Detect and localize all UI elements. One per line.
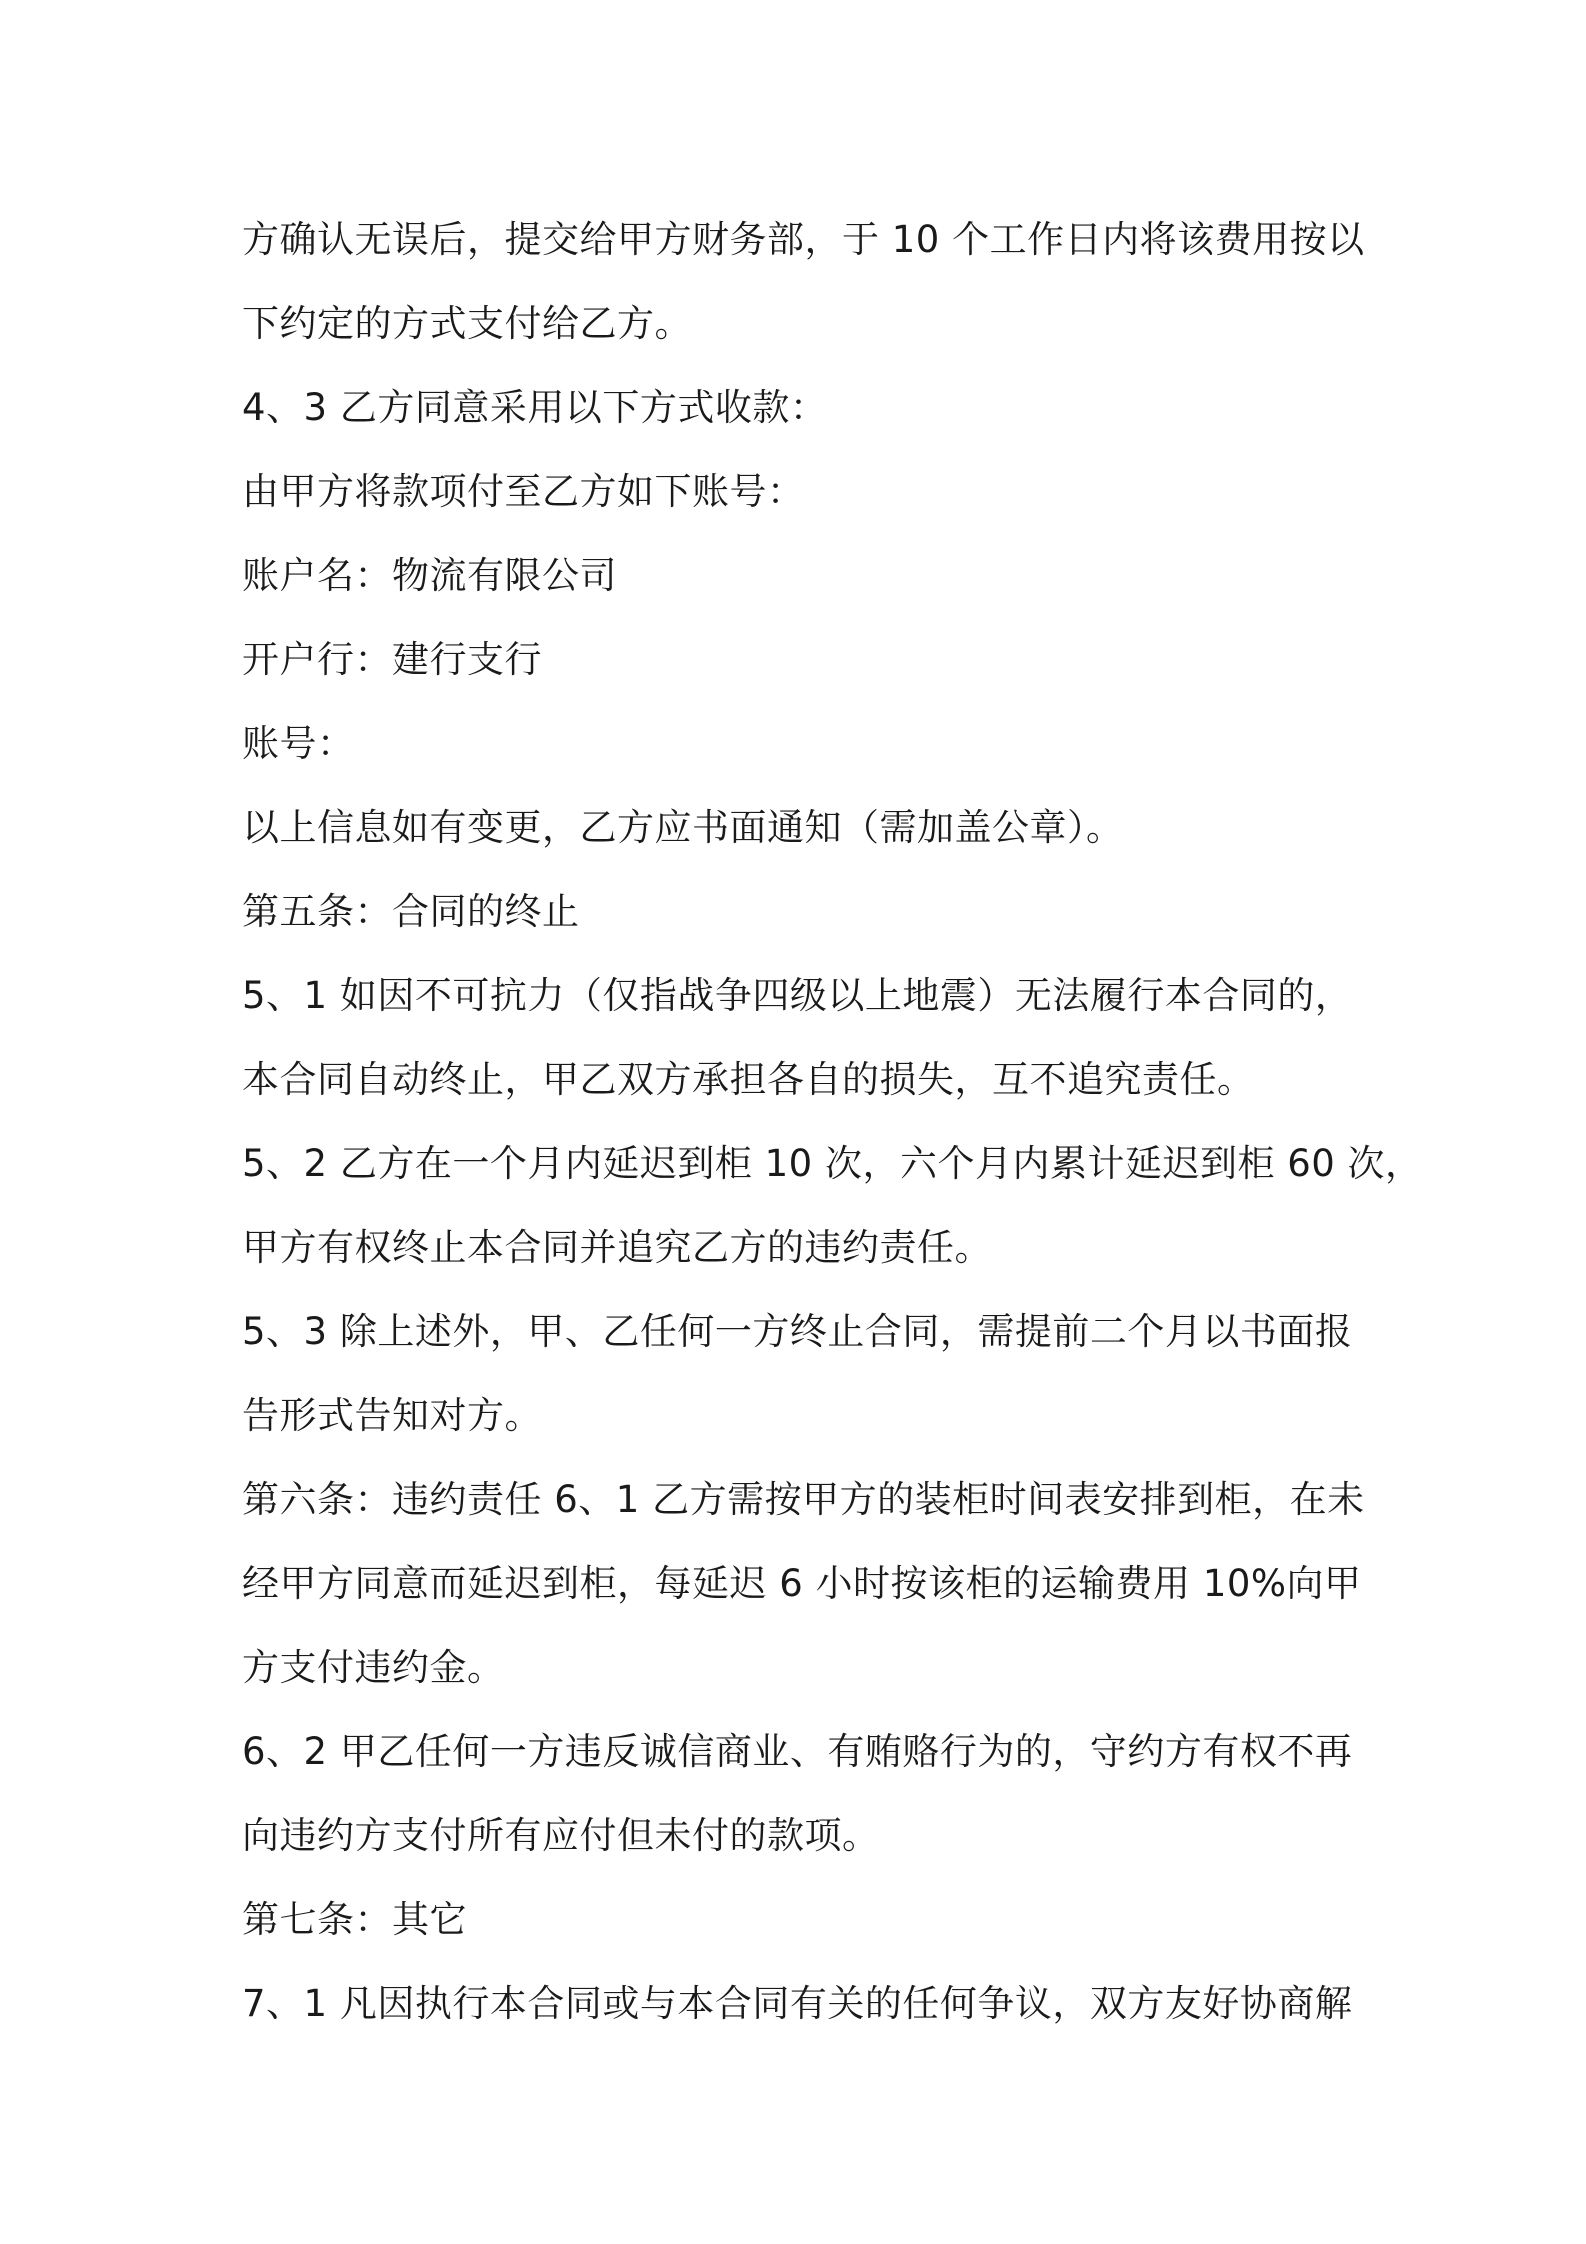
text-line: 甲方有权终止本合同并追究乙方的违约责任。	[242, 1226, 992, 1269]
article-6-heading: 第六条：违约责任 6、1 乙方需按甲方的装柜时间表安排到柜，在未	[242, 1478, 1365, 1521]
text-line: 由甲方将款项付至乙方如下账号：	[242, 470, 805, 513]
text-line: 方确认无误后，提交给甲方财务部，于 10 个工作日内将该费用按以	[242, 218, 1365, 261]
clause-5-2: 5、2 乙方在一个月内延迟到柜 10 次，六个月内累计延迟到柜 60 次，	[242, 1142, 1423, 1185]
bank-name: 开户行：建行支行	[242, 638, 542, 681]
clause-4-3: 4、3 乙方同意采用以下方式收款：	[242, 386, 828, 429]
article-7-heading: 第七条：其它	[242, 1898, 467, 1941]
clause-5-1: 5、1 如因不可抗力（仅指战争四级以上地震）无法履行本合同的，	[242, 974, 1353, 1017]
text-line: 下约定的方式支付给乙方。	[242, 302, 692, 345]
document-body	[242, 198, 1423, 2046]
account-name: 账户名：物流有限公司	[242, 554, 617, 597]
text-line: 方支付违约金。	[242, 1646, 505, 1689]
text-line: 告形式告知对方。	[242, 1394, 542, 1437]
clause-5-3: 5、3 除上述外，甲、乙任何一方终止合同，需提前二个月以书面报	[242, 1310, 1353, 1353]
text-line: 以上信息如有变更，乙方应书面通知（需加盖公章）。	[242, 806, 1124, 849]
text-line: 经甲方同意而延迟到柜，每延迟 6 小时按该柜的运输费用 10%向甲	[242, 1562, 1362, 1605]
text-line: 向违约方支付所有应付但未付的款项。	[242, 1814, 880, 1857]
clause-7-1: 7、1 凡因执行本合同或与本合同有关的任何争议，双方友好协商解	[242, 1982, 1353, 2025]
account-number: 账号：	[242, 722, 355, 765]
clause-6-2: 6、2 甲乙任何一方违反诚信商业、有贿赂行为的，守约方有权不再	[242, 1730, 1353, 1773]
text-line: 本合同自动终止，甲乙双方承担各自的损失，互不追究责任。	[242, 1058, 1255, 1101]
article-5-heading: 第五条：合同的终止	[242, 890, 580, 933]
